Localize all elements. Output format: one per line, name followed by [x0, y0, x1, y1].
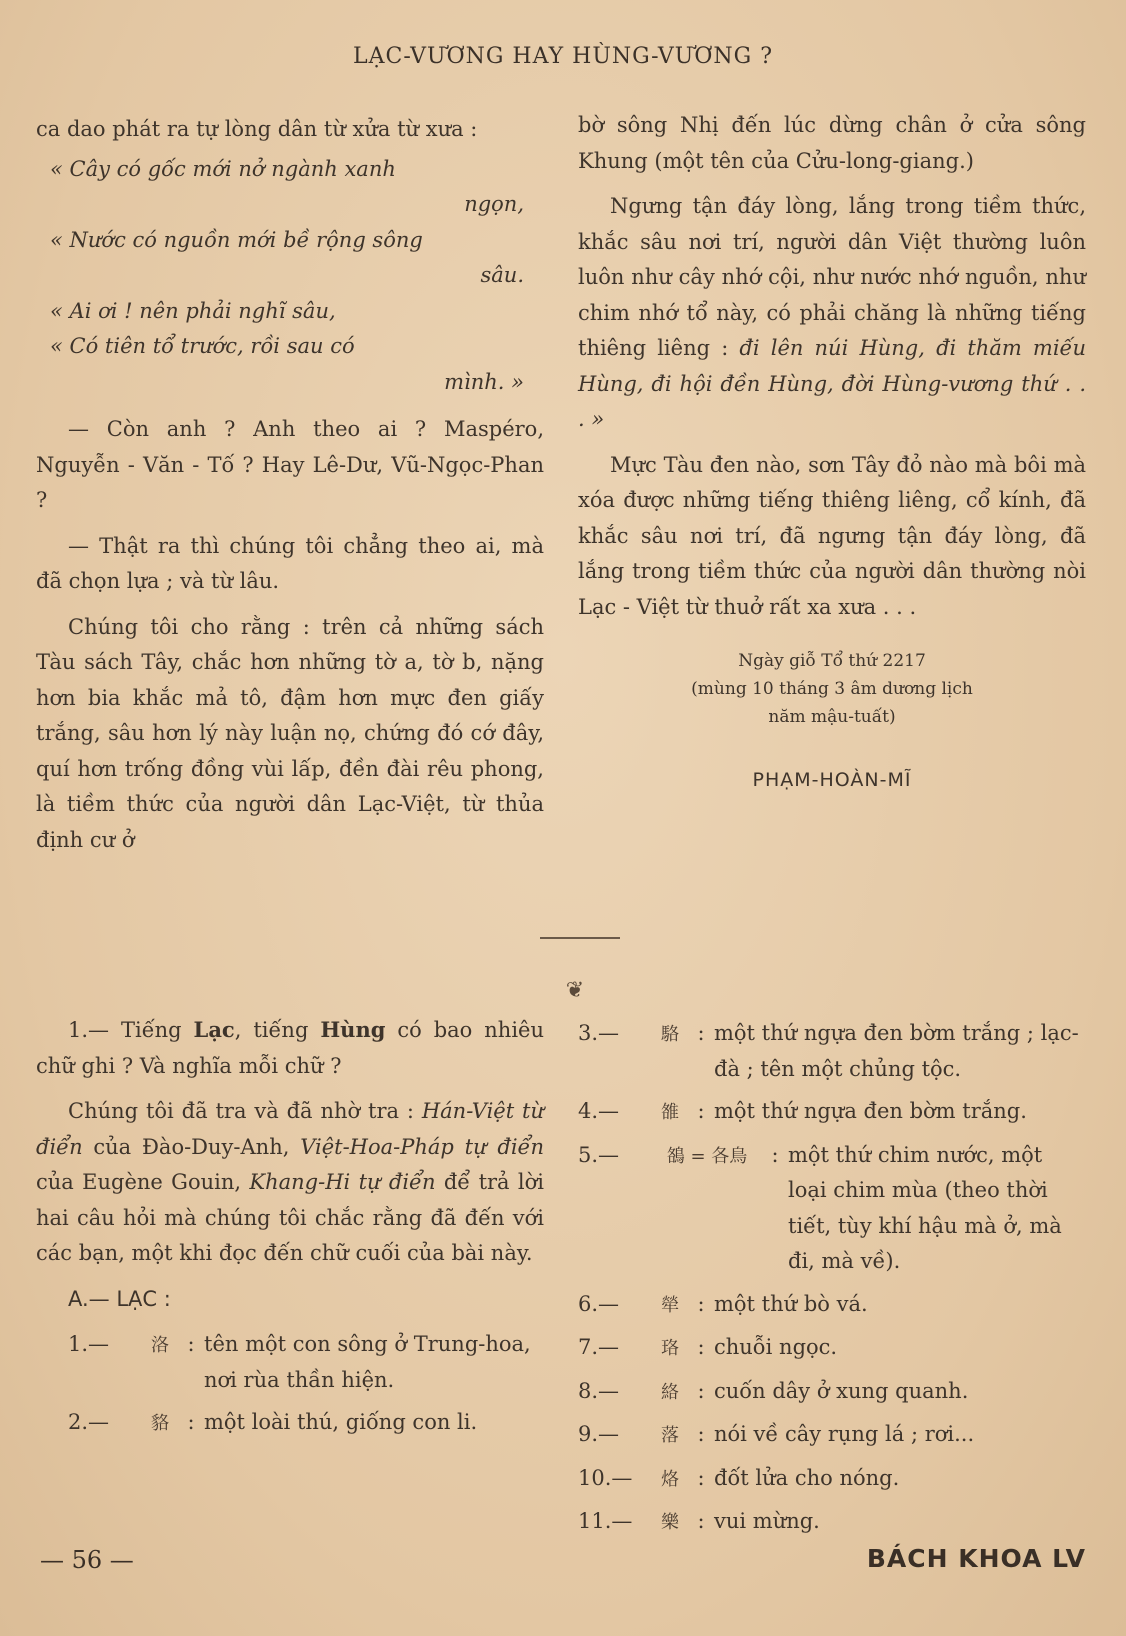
paragraph: — Thật ra thì chúng tôi chẳng theo ai, mà đã chọn lựa ; và từ lâu. [36, 533, 544, 593]
definition-number: 2.— [68, 1410, 110, 1434]
definition-number: 9.— [578, 1422, 620, 1446]
text-run: của Đào-Duy-Anh, [82, 1134, 301, 1159]
chinese-character: 駱 [661, 1024, 679, 1045]
chinese-character: 貉 [151, 1413, 169, 1434]
lower-left-column [36, 1012, 544, 1449]
definition-item [578, 1016, 1086, 1087]
poem-line: « Ai ơi ! nên phải nghĩ sâu, [50, 298, 336, 323]
paragraph: bờ sông Nhị đến lúc dừng chân ở cửa sông Khung (một tên của Cửu-long-giang.) [578, 113, 1086, 173]
paragraph [578, 189, 1086, 438]
colon: : [697, 1291, 705, 1316]
text-run: có bao nhiêu chữ ghi ? Và nghĩa mỗi chữ ? [36, 1018, 544, 1078]
book-title: Khang-Hi tự điển [249, 1170, 436, 1194]
definition-item [578, 1287, 1086, 1324]
upper-left-column [36, 112, 544, 868]
book-title: Hán-Việt từ điển [36, 1099, 544, 1159]
poem-line-cont: ngọn, [464, 192, 524, 216]
definition-text: nói về cây rụng lá ; rơi... [714, 1422, 975, 1446]
definition-text: một thứ bò vá. [714, 1291, 868, 1316]
paragraph-italic: đi lên núi Hùng, đi thăm miếu Hùng, đi hội đền Hùng, đời Hùng-vương thứ . . . » [578, 336, 1086, 431]
running-header: LẠC-VƯƠNG HAY HÙNG-VƯƠNG ? [352, 44, 773, 69]
dateline [578, 647, 1086, 731]
poem-line-cont: mình. » [444, 369, 524, 394]
definition-number: 10.— [578, 1465, 633, 1490]
paragraph: Mực Tàu đen nào, sơn Tây đỏ nào mà bôi mà xóa được những tiếng thiêng liêng, cổ kính, đã khắc sâu nơi trí, đã ngưng tận đáy lòng, đã lắng trong tiềm thức của người dân thường nòi Lạc - Việt từ thuở rất xa xưa . . . [578, 452, 1086, 619]
paragraph: ca dao phát ra tự lòng dân từ xửa từ xưa : [36, 117, 478, 141]
paragraph [36, 1094, 544, 1272]
keyword-lac: Lạc [193, 1017, 235, 1042]
poem-line-cont: sâu. [480, 263, 524, 287]
definition-number: 6.— [578, 1291, 620, 1316]
definition-item [578, 1504, 1086, 1541]
poem-line: « Có tiên tổ trước, rồi sau có [50, 334, 355, 358]
colon: : [697, 1099, 705, 1123]
definition-item [578, 1374, 1086, 1411]
dateline-2: (mùng 10 tháng 3 âm dương lịch [691, 679, 973, 699]
definition-text: một thứ ngựa đen bờm trắng. [714, 1099, 1027, 1123]
text-run: của Eugène Gouin, [36, 1170, 250, 1194]
definition-item [578, 1417, 1086, 1454]
upper-right-column [578, 108, 1086, 799]
definition-item [578, 1138, 1086, 1280]
chinese-character: 鵅 = 各鳥 [666, 1145, 748, 1167]
definition-item [578, 1094, 1086, 1131]
definition-number: 5.— [578, 1142, 620, 1167]
text-run: , tiếng [234, 1018, 321, 1042]
question-paragraph [36, 1012, 544, 1084]
definition-number: 1.— [68, 1332, 110, 1356]
definition-text: chuỗi ngọc. [714, 1335, 838, 1359]
paragraph: Chúng tôi cho rằng : trên cả những sách Tàu sách Tây, chắc hơn những tờ a, tờ b, nặng hơn bia khắc mả tô, đậm hơn mực đen giấy trắng, sâu hơn lý này luận nọ, chứng đó cớ đây, quí hơn trống đồng vùi lấp, đền đài rêu phong, là tiềm thức của người dân Lạc-Việt, từ thủa định cư ở [36, 614, 544, 852]
chinese-character: 落 [661, 1425, 679, 1446]
definition-number: 4.— [578, 1099, 620, 1123]
colon: : [697, 1465, 705, 1490]
chinese-character: 洛 [151, 1335, 169, 1356]
chinese-character: 珞 [661, 1338, 679, 1359]
paragraph-text: Ngưng tận đáy lòng, lắng trong tiềm thức, khắc sâu nơi trí, người dân Việt thường luôn luôn như cây nhớ cội, như nước nhớ nguồn, như chim nhớ tổ này, có phải chăng là những tiếng thiêng liêng : [578, 194, 1086, 360]
text-run: 1.— Tiếng [68, 1018, 194, 1042]
colon: : [697, 1021, 705, 1045]
chinese-character: 樂 [661, 1512, 679, 1533]
dateline-3: năm mậu-tuất) [768, 707, 896, 727]
folk-poem [36, 152, 544, 401]
colon: : [697, 1378, 705, 1403]
colon: : [187, 1332, 195, 1356]
colon: : [187, 1410, 195, 1434]
definition-text: một thứ chim nước, một loại chim mùa (theo thời tiết, tùy khí hậu mà ở, mà đi, mà về). [788, 1142, 1062, 1273]
definition-text: một loài thú, giống con li. [204, 1410, 478, 1434]
section-divider [540, 937, 620, 939]
page-number: — 56 — [40, 1546, 134, 1574]
ornament-icon: ❦ [565, 978, 585, 1003]
definition-item [578, 1461, 1086, 1498]
colon: : [697, 1509, 705, 1533]
author-signature: PHẠM-HOÀN-MĨ [752, 769, 912, 791]
magazine-name: BÁCH KHOA LV [866, 1544, 1086, 1573]
definition-text: vui mừng. [714, 1509, 820, 1533]
book-title: Việt-Hoa-Pháp tự điển [300, 1134, 544, 1159]
dateline-1: Ngày giỗ Tổ thứ 2217 [738, 651, 926, 671]
definition-text: đốt lửa cho nóng. [714, 1465, 900, 1490]
keyword-hung: Hùng [320, 1017, 386, 1042]
paragraph: — Còn anh ? Anh theo ai ? Maspéro, Nguyễn - Văn - Tố ? Hay Lê-Dư, Vũ-Ngọc-Phan ? [36, 417, 544, 512]
lower-right-column [578, 1016, 1086, 1548]
definition-item [36, 1327, 544, 1398]
definition-number: 11.— [578, 1509, 633, 1533]
chinese-character: 犖 [661, 1294, 679, 1316]
definition-number: 3.— [578, 1021, 620, 1045]
text-run: để trả lời hai câu hỏi mà chúng tôi chắc rằng đã đến với các bạn, một khi đọc đến chữ cuối của bài này. [36, 1170, 545, 1265]
chinese-character: 雒 [661, 1102, 679, 1123]
poem-line: « Cây có gốc mới nở ngành xanh [50, 156, 396, 181]
poem-line: « Nước có nguồn mới bề rộng sông [50, 227, 423, 252]
definition-number: 8.— [578, 1378, 620, 1403]
section-heading: A.— LẠC : [68, 1286, 171, 1311]
text-run: Chúng tôi đã tra và đã nhờ tra : [68, 1099, 422, 1123]
colon: : [771, 1142, 779, 1167]
colon: : [697, 1335, 705, 1359]
chinese-character: 絡 [661, 1381, 679, 1403]
definition-text: một thứ ngựa đen bờm trắng ; lạc-đà ; tên một chủng tộc. [714, 1021, 1079, 1081]
definition-text: tên một con sông ở Trung-hoa, nơi rùa thần hiện. [204, 1332, 531, 1392]
definition-text: cuốn dây ở xung quanh. [714, 1378, 969, 1403]
definition-item [578, 1330, 1086, 1367]
definition-number: 7.— [578, 1335, 620, 1359]
definition-item [36, 1405, 544, 1442]
chinese-character: 烙 [661, 1468, 679, 1490]
colon: : [697, 1422, 705, 1446]
